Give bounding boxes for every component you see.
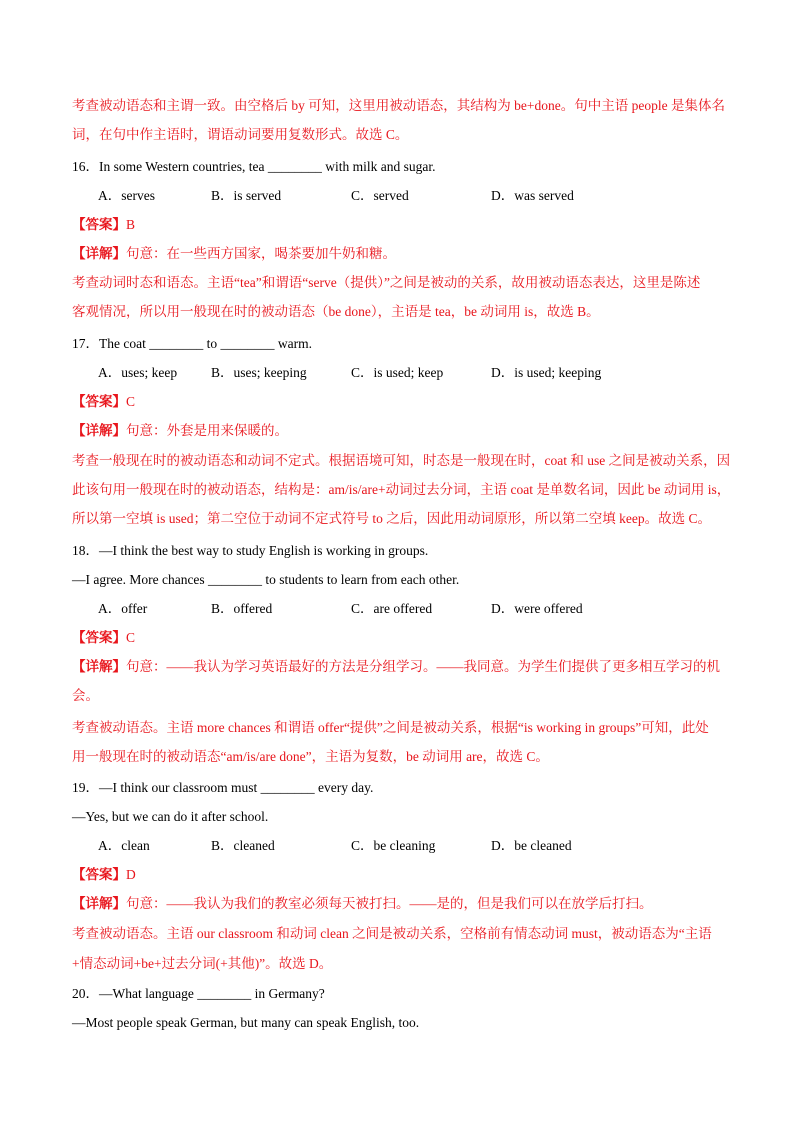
q18-meaning: 句意：——我认为学习英语最好的方法是分组学习。——我同意。为学生们提供了更多相互学习的机 xyxy=(126,659,720,674)
answer-tag: 【答案】 xyxy=(72,217,126,232)
q18-answer-value: C xyxy=(126,630,136,645)
q17-option-b: B．uses; keeping xyxy=(211,365,307,380)
q16-explanation-line1: 考查动词时态和语态。主语“tea”和谓语“serve（提供）”之间是被动的关系，故用被动语态表达，这里是陈述 xyxy=(72,275,701,290)
q17-explanation-line2: 此该句用一般现在时的被动语态，结构是：am/is/are+动词过去分词，主语 coat 是单数名词，因此 be 动词用 is， xyxy=(72,482,731,497)
q19-meaning: 句意：——我认为我们的教室必须每天被打扫。——是的，但是我们可以在放学后打扫。 xyxy=(126,896,653,911)
detail-tag: 【详解】 xyxy=(72,423,126,438)
q17-explanation-line3: 所以第一空填 is used；第二空位于动词不定式符号 to 之后，因此用动词原形，所以第二空填 keep。故选 C。 xyxy=(72,511,711,526)
q17-detail xyxy=(72,422,288,440)
q19-answer xyxy=(72,866,136,884)
q16-option-b: B．is served xyxy=(211,188,282,203)
question-18-line2: —I agree. More chances ________ to students to learn from each other. xyxy=(72,572,460,587)
question-16: 16．In some Western countries, tea ________ with milk and sugar. xyxy=(72,159,436,174)
q18-explanation-line1: 考查被动语态。主语 more chances 和谓语 offer“提供”之间是被动关系，根据“is working in groups”可知，此处 xyxy=(72,720,709,735)
q16-detail xyxy=(72,245,396,263)
q17-meaning: 句意：外套是用来保暖的。 xyxy=(126,423,288,438)
answer-tag: 【答案】 xyxy=(72,394,126,409)
q19-detail xyxy=(72,895,653,913)
q19-explanation-line2: +情态动词+be+过去分词(+其他)”。故选 D。 xyxy=(72,956,333,971)
q18-option-b: B．offered xyxy=(211,601,273,616)
question-20-line1: 20．—What language ________ in Germany? xyxy=(72,986,325,1001)
question-18-line1: 18．—I think the best way to study English is working in groups. xyxy=(72,543,429,558)
q18-detail xyxy=(72,658,720,676)
q18-option-c: C．are offered xyxy=(351,601,433,616)
detail-tag: 【详解】 xyxy=(72,246,126,261)
q16-option-d: D．was served xyxy=(491,188,574,203)
q19-option-c: C．be cleaning xyxy=(351,838,436,853)
q19-option-b: B．cleaned xyxy=(211,838,275,853)
q18-meaning-cont: 会。 xyxy=(72,688,99,703)
q16-answer xyxy=(72,216,135,234)
q17-option-d: D．is used; keeping xyxy=(491,365,602,380)
explanation-q15-line2: 词，在句中作主语时，谓语动词要用复数形式。故选 C。 xyxy=(72,127,409,142)
q19-answer-value: D xyxy=(126,867,136,882)
q18-option-a: A．offer xyxy=(98,601,148,616)
question-20-line2: —Most people speak German, but many can speak English, too. xyxy=(72,1015,420,1030)
q16-explanation-line2: 客观情况，所以用一般现在时的被动语态（be done），主语是 tea，be 动词用 is，故选 B。 xyxy=(72,304,600,319)
q17-option-a: A．uses; keep xyxy=(98,365,178,380)
question-19-line1: 19．—I think our classroom must ________ every day. xyxy=(72,780,374,795)
q16-answer-value: B xyxy=(126,217,136,232)
q18-option-d: D．were offered xyxy=(491,601,583,616)
q17-answer xyxy=(72,393,135,411)
q16-option-a: A．serves xyxy=(98,188,155,203)
q19-explanation-line1: 考查被动语态。主语 our classroom 和动词 clean 之间是被动关系，空格前有情态动词 must，被动语态为“主语 xyxy=(72,926,712,941)
detail-tag: 【详解】 xyxy=(72,659,126,674)
q19-option-a: A．clean xyxy=(98,838,150,853)
question-19-line2: —Yes, but we can do it after school. xyxy=(72,809,269,824)
q16-option-c: C．served xyxy=(351,188,409,203)
answer-tag: 【答案】 xyxy=(72,630,126,645)
answer-tag: 【答案】 xyxy=(72,867,126,882)
q18-explanation-line2: 用一般现在时的被动语态“am/is/are done”，主语为复数，be 动词用 are，故选 C。 xyxy=(72,749,549,764)
q18-answer xyxy=(72,629,135,647)
detail-tag: 【详解】 xyxy=(72,896,126,911)
q17-option-c: C．is used; keep xyxy=(351,365,444,380)
q19-option-d: D．be cleaned xyxy=(491,838,572,853)
q17-explanation-line1: 考查一般现在时的被动语态和动词不定式。根据语境可知，时态是一般现在时，coat 和 use 之间是被动关系，因 xyxy=(72,453,731,468)
question-17: 17．The coat ________ to ________ warm. xyxy=(72,336,312,351)
q16-meaning: 句意：在一些西方国家，喝茶要加牛奶和糖。 xyxy=(126,246,396,261)
explanation-q15-line1: 考查被动语态和主谓一致。由空格后 by 可知，这里用被动语态，其结构为 be+done。句中主语 people 是集体名 xyxy=(72,98,725,113)
q17-answer-value: C xyxy=(126,394,136,409)
